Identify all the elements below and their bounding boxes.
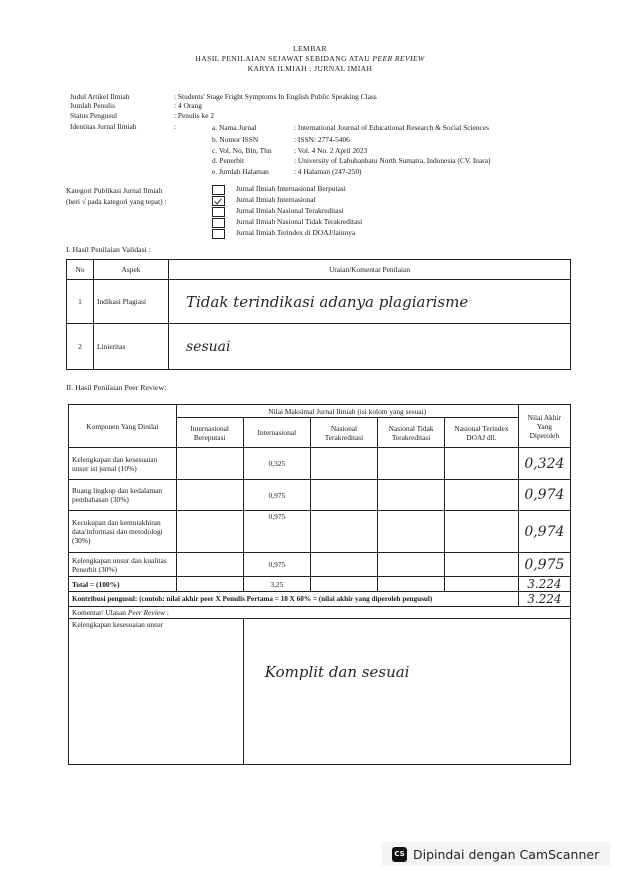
journal-label-vol: c. Vol, No, Bln, Thn bbox=[212, 146, 272, 155]
peer-komentar-suffix: : bbox=[164, 608, 169, 617]
peer-total-c3 bbox=[310, 577, 377, 592]
peer-row-4-c1 bbox=[176, 553, 243, 577]
category-checkbox-2-checked[interactable] bbox=[212, 196, 225, 206]
peer-col-komponen: Komponen Yang Dinilai bbox=[69, 405, 177, 448]
peer-row-1-c4 bbox=[378, 448, 445, 480]
peer-row-3-intl: 0,975 bbox=[243, 511, 310, 553]
peer-row-3-komponen: Kecukupan dan kemutakhiran data/informasi dan metodologi (30%) bbox=[69, 511, 177, 553]
category-option-5: Jurnal Ilmiah Terindex di DOAJ/lainnya bbox=[236, 228, 356, 237]
peer-komentar-row bbox=[69, 619, 571, 765]
peer-total-row bbox=[69, 577, 571, 592]
peer-heading: II. Hasil Penilaian Peer Review: bbox=[66, 383, 167, 392]
peer-review-table bbox=[68, 404, 571, 765]
peer-total-intl: 3,25 bbox=[243, 577, 310, 592]
peer-row-2-komponen: Ruang lingkup dan kedalaman pembahasan (30%) bbox=[69, 480, 177, 511]
category-checkbox-1[interactable] bbox=[212, 185, 225, 195]
journal-label-publisher: d. Penerbit bbox=[212, 156, 245, 165]
peer-row-2-akhir-cell bbox=[518, 480, 570, 511]
peer-subcol-5: Nasional Terindex DOAJ dll. bbox=[445, 418, 519, 448]
peer-komentar-item: Kelengkapan kesesuaian unsur bbox=[69, 619, 244, 765]
title-line-2-normal: HASIL PENILAIAN SEJAWAT SEBIDANG ATAU bbox=[195, 54, 373, 63]
category-option-2: Jurnal Ilmiah Internasional bbox=[236, 195, 316, 204]
peer-row-2-akhir: 0,974 bbox=[524, 487, 565, 503]
peer-row-1-intl: 0,325 bbox=[243, 448, 310, 480]
peer-komentar-italic: Peer Review bbox=[127, 608, 165, 617]
peer-row-4-c3 bbox=[310, 553, 377, 577]
category-option-3: Jurnal Ilmiah Nasional Terakreditasi bbox=[236, 206, 344, 215]
journal-label-name: a. Nama Jurnal bbox=[212, 123, 257, 132]
peer-total-label: Total = (100%) bbox=[69, 577, 177, 592]
peer-row-3-c3 bbox=[310, 511, 377, 553]
identity-label-authors: Jumlah Penulis bbox=[70, 101, 115, 110]
peer-row-1-akhir-cell bbox=[518, 448, 570, 480]
camscanner-watermark bbox=[382, 842, 610, 866]
peer-row-3-akhir: 0,974 bbox=[524, 523, 565, 540]
identity-value-status: : Penulis ke 2 bbox=[174, 111, 215, 120]
validation-row-1-comment: Tidak terindikasi adanya plagiarisme bbox=[186, 292, 469, 311]
peer-row-4-akhir: 0,975 bbox=[524, 556, 565, 573]
peer-subcol-4: Nasional Tidak Terakreditasi bbox=[378, 418, 445, 448]
peer-kontribusi-label: Kontribusi pengusul: (contoh: nilai akhir peer X Penulis Pertama = 18 X 60% = (nilai akhir yang diperoleh pengusul) bbox=[69, 592, 519, 607]
peer-row-4-akhir-cell bbox=[518, 553, 570, 577]
journal-value-publisher: : University of Labuhanbatu North Sumatra, Indonesia (CV. Inara) bbox=[294, 156, 491, 165]
peer-kontribusi-cell bbox=[518, 592, 570, 607]
identity-value-journal: : bbox=[174, 122, 177, 131]
validation-row-2 bbox=[67, 324, 571, 370]
identity-label-journal: Identitas Jurnal Ilmiah bbox=[70, 122, 137, 131]
validation-col-aspek: Aspek bbox=[94, 260, 169, 280]
journal-label-issn: b. Nomor ISSN bbox=[212, 135, 259, 144]
peer-row-1-komponen: Kelengkapan dan kesesuaian unsur isi jurnal (10%) bbox=[69, 448, 177, 480]
peer-komentar-heading bbox=[69, 607, 571, 619]
category-option-1: Jurnal Ilmiah Internasional Berputasi bbox=[236, 184, 346, 193]
validation-row-2-comment: sesuai bbox=[186, 338, 231, 355]
validation-row-2-comment-cell bbox=[169, 324, 571, 370]
peer-row-3 bbox=[69, 511, 571, 553]
category-checkbox-5[interactable] bbox=[212, 229, 225, 239]
category-label: Kategori Publikasi Jurnal Ilmiah bbox=[66, 186, 163, 195]
camscanner-text: Dipindai dengan CamScanner bbox=[413, 846, 600, 862]
peer-row-4 bbox=[69, 553, 571, 577]
identity-label-title: Judul Artikel Ilmiah bbox=[70, 92, 130, 101]
title-line-3: KARYA ILMIAH : JURNAL IMIAH bbox=[247, 64, 373, 73]
peer-row-3-c4 bbox=[378, 511, 445, 553]
peer-row-4-intl: 0,975 bbox=[243, 553, 310, 577]
journal-value-vol: : Vol. 4 No. 2 April 2023 bbox=[294, 146, 368, 155]
validation-row-1-no: 1 bbox=[67, 280, 94, 324]
peer-komentar-value-cell bbox=[243, 619, 570, 765]
peer-col-group: Nilai Maksimal Jurnal Ilmiah (isi kolom yang sesuai) bbox=[176, 405, 518, 418]
peer-row-1-akhir: 0,324 bbox=[524, 455, 565, 472]
peer-row-1 bbox=[69, 448, 571, 480]
category-option-4: Jurnal Ilmiah Nasional Tidak Terakreditasi bbox=[236, 217, 363, 226]
peer-komentar-value: Komplit dan sesuai bbox=[264, 663, 410, 681]
peer-total-c4 bbox=[378, 577, 445, 592]
peer-row-3-c1 bbox=[176, 511, 243, 553]
validation-row-2-aspek: Linieritas bbox=[94, 324, 169, 370]
peer-row-2-c5 bbox=[445, 480, 519, 511]
category-checkbox-3[interactable] bbox=[212, 207, 225, 217]
peer-row-2-intl: 0,975 bbox=[243, 480, 310, 511]
peer-row-2-c4 bbox=[378, 480, 445, 511]
validation-row-1-aspek: Indikasi Plagiasi bbox=[94, 280, 169, 324]
journal-value-pages: : 4 Halaman (247-250) bbox=[294, 167, 362, 176]
peer-row-2-c1 bbox=[176, 480, 243, 511]
validation-row-2-no: 2 bbox=[67, 324, 94, 370]
peer-kontribusi-value: 3.224 bbox=[527, 592, 562, 606]
peer-komentar-label: Komentar/ Ulasan bbox=[72, 608, 128, 617]
category-hint: (beri √ pada kategori yang tepat) : bbox=[66, 197, 167, 206]
title-line-1: LEMBAR bbox=[292, 44, 328, 53]
identity-label-status: Status Pengusul bbox=[70, 111, 118, 120]
peer-subcol-3: Nasional Terakreditasi bbox=[310, 418, 377, 448]
peer-row-3-akhir-cell bbox=[518, 511, 570, 553]
validation-col-no: No bbox=[67, 260, 94, 280]
journal-value-issn: : ISSN: 2774-5406 bbox=[294, 135, 350, 144]
peer-row-1-c1 bbox=[176, 448, 243, 480]
camscanner-logo-icon: CS bbox=[392, 847, 407, 862]
validation-table bbox=[66, 259, 571, 370]
peer-row-4-c5 bbox=[445, 553, 519, 577]
peer-col-akhir: Nilai Akhir Yang Diperoleh bbox=[518, 405, 570, 448]
peer-row-2-c3 bbox=[310, 480, 377, 511]
peer-subcol-2: Internasional bbox=[243, 418, 310, 448]
peer-row-4-c4 bbox=[378, 553, 445, 577]
category-checkbox-4[interactable] bbox=[212, 218, 225, 228]
title-line-2 bbox=[0, 54, 620, 63]
identity-value-title: : Students' Stage Fright Symptoms In English Public Speaking Class bbox=[174, 92, 377, 101]
peer-total-c1 bbox=[176, 577, 243, 592]
journal-value-name: : International Journal of Educational Research & Social Sciences bbox=[294, 123, 489, 132]
peer-row-2 bbox=[69, 480, 571, 511]
peer-kontribusi-row bbox=[69, 592, 571, 607]
peer-komentar-heading-row bbox=[69, 607, 571, 619]
peer-row-1-c5 bbox=[445, 448, 519, 480]
peer-row-1-c3 bbox=[310, 448, 377, 480]
peer-subcol-1: Internasional Bereputasi bbox=[176, 418, 243, 448]
validation-row-1 bbox=[67, 280, 571, 324]
peer-total-c5 bbox=[445, 577, 519, 592]
title-line-2-italic: PEER REVIEW bbox=[372, 54, 425, 63]
validation-col-uraian: Uraian/Komentar Penilaian bbox=[169, 260, 571, 280]
peer-row-3-c5 bbox=[445, 511, 519, 553]
validation-row-1-comment-cell bbox=[169, 280, 571, 324]
journal-label-pages: e. Jumlah Halaman bbox=[212, 167, 269, 176]
peer-row-4-komponen: Kelengkapan unsur dan kualitas Penerbit (30%) bbox=[69, 553, 177, 577]
peer-total-akhir-cell bbox=[518, 577, 570, 592]
peer-total-akhir: 3.224 bbox=[527, 577, 562, 591]
identity-value-authors: : 4 Orang bbox=[174, 101, 202, 110]
validation-heading: I. Hasil Penilaian Validasi : bbox=[66, 245, 151, 254]
